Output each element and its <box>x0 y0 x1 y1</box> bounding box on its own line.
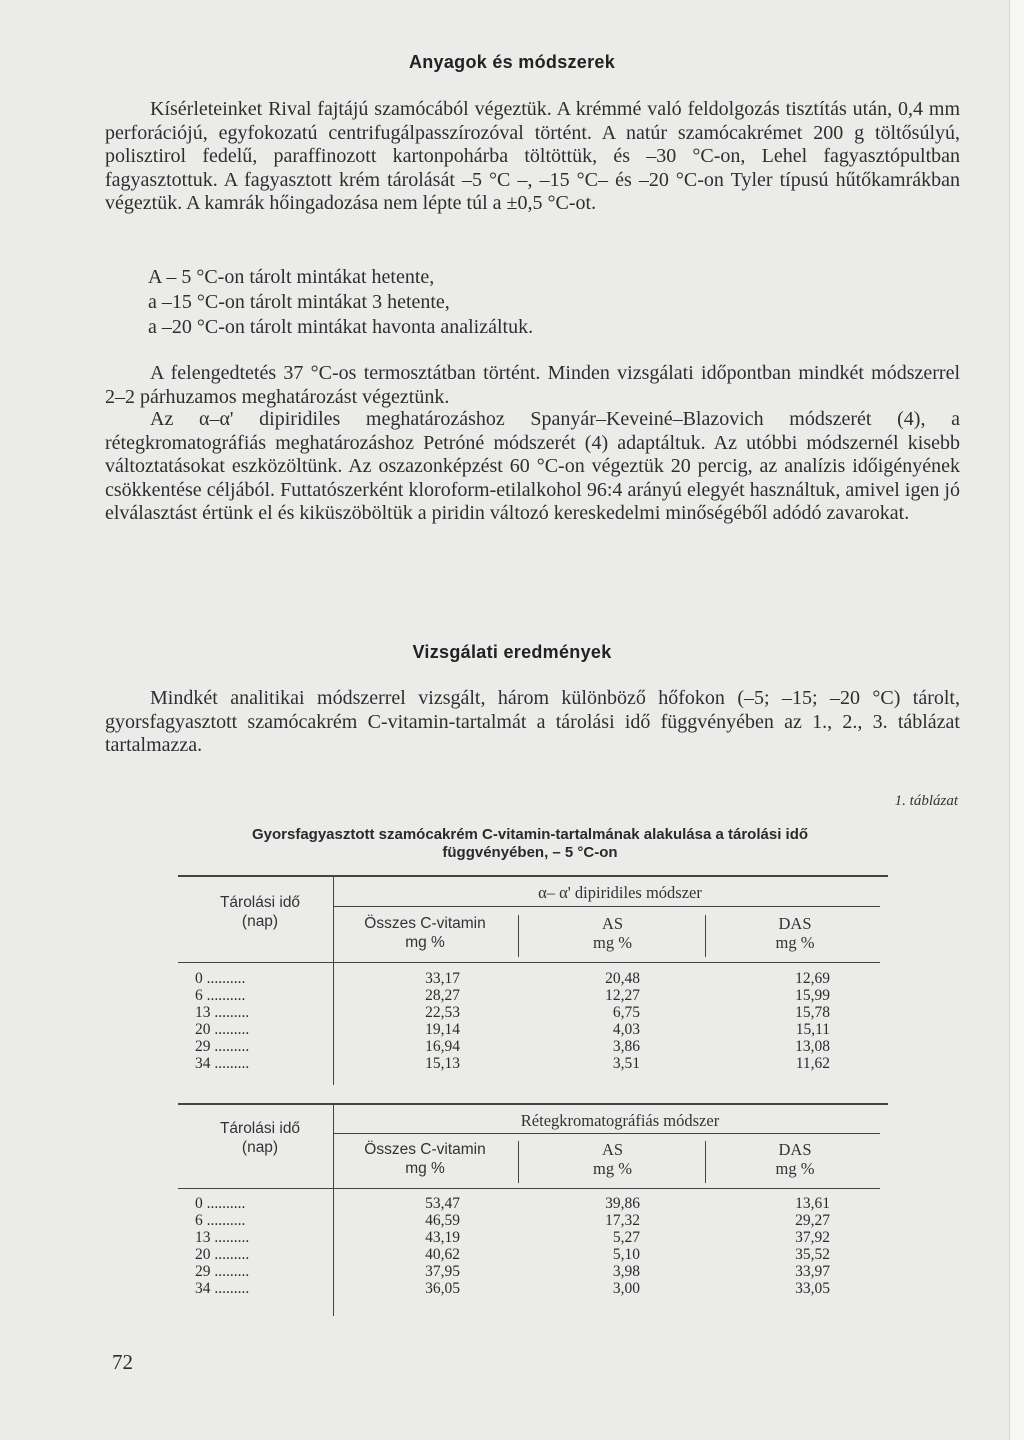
table-cell: 13 ......... <box>195 1229 250 1246</box>
table-cell: 3,00 <box>612 1280 640 1297</box>
table-cell: 16,94 <box>425 1038 460 1055</box>
table-title-line-2: függvényében, – 5 °C-on <box>442 844 618 861</box>
table-cell: 33,17 <box>425 970 460 987</box>
table-cell: 39,86 <box>605 1195 640 1212</box>
table-divider-left-1 <box>333 876 334 1085</box>
header-rule-2 <box>178 1188 880 1189</box>
col-divider-1a <box>518 915 519 957</box>
table-cell: 15,99 <box>795 987 830 1004</box>
storage-list-item-3: a –20 °C-on tárolt mintákat havonta analizáltuk. <box>148 316 534 338</box>
table-cell: 53,47 <box>425 1195 460 1212</box>
section-heading-methods: Anyagok és módszerek <box>408 52 616 72</box>
row-header-storage-days-2: Tárolási idő (nap) <box>219 1120 301 1156</box>
table-cell: 6,75 <box>612 1004 640 1021</box>
table-cell: 34 ......... <box>195 1280 250 1297</box>
col-header-das-1: DAS mg % <box>775 914 815 952</box>
table-cell: 15,13 <box>425 1055 460 1072</box>
table-cell: 11,62 <box>795 1055 830 1072</box>
table-cell: 0 .......... <box>195 1195 246 1212</box>
as-column-2 <box>580 1195 640 1297</box>
table-cell: 6 .......... <box>195 1212 246 1229</box>
method-underline-2 <box>334 1133 880 1134</box>
table-cell: 28,27 <box>425 987 460 1004</box>
page-edge <box>1009 0 1024 1440</box>
table-cell: 40,62 <box>425 1246 460 1263</box>
methods-paragraph-1: Kísérleteinket Rival fajtájú szamócából végeztük. A krémmé való feldolgozás tisztítás után, 0,4 mm perforációjú, egyfokozatú centrifugálpasszírozóval történt. A natúr szamócakrémet 200 g töltősúlyú, polisztirol fedelű, paraffinozott kartonpohárba töltöttük, és –30 °C-on, Lehel fagyasztópultban fagyasztottuk. A fagyasztott krém tárolását –5 °C –, –15 °C– és –20 °C-on Tyler típusú hűtőkamrákban végeztük. A kamrák hőingadozása nem lépte túl a ±0,5 °C-ot. <box>105 98 960 214</box>
table-cell: 33,05 <box>795 1280 830 1297</box>
total-vitamin-c-column-1 <box>400 970 460 1072</box>
days-column-1 <box>195 970 330 1072</box>
results-paragraph: Mindkét analitikai módszerrel vizsgált, három különböző hőfokon (–5; –15; –20 °C) tárolt, gyorsfagyasztott szamócakrém C-vitamin-tartalmát a tárolási idő függvényében az 1., 2., 3. táblázat tartalmazza. <box>105 687 960 756</box>
table-cell: 20 ......... <box>195 1246 250 1263</box>
table-cell: 3,51 <box>612 1055 640 1072</box>
table-cell: 36,05 <box>425 1280 460 1297</box>
das-column-1 <box>770 970 830 1072</box>
header-rule-1 <box>178 962 880 963</box>
table-cell: 15,78 <box>795 1004 830 1021</box>
table-label: 1. táblázat <box>894 793 958 809</box>
storage-list-item-1: A – 5 °C-on tárolt mintákat hetente, <box>148 266 435 288</box>
table-cell: 13 ......... <box>195 1004 250 1021</box>
table-cell: 37,92 <box>795 1229 830 1246</box>
table-cell: 29 ......... <box>195 1038 250 1055</box>
table-title-line-1: Gyorsfagyasztott szamócakrém C-vitamin-tartalmának alakulása a tárolási idő <box>251 826 809 843</box>
total-vitamin-c-column-2 <box>400 1195 460 1297</box>
table-cell: 33,97 <box>795 1263 830 1280</box>
as-column-1 <box>580 970 640 1072</box>
days-column-2 <box>195 1195 330 1297</box>
table-cell: 22,53 <box>425 1004 460 1021</box>
table-cell: 4,03 <box>612 1021 640 1038</box>
table-cell: 29,27 <box>795 1212 830 1229</box>
table-cell: 13,08 <box>795 1038 830 1055</box>
table-cell: 5,27 <box>612 1229 640 1246</box>
col-header-total-vitamin-c-1: Összes C-vitamin mg % <box>364 915 486 951</box>
col-header-as-2: AS mg % <box>593 1140 632 1178</box>
storage-list-item-2: a –15 °C-on tárolt mintákat 3 hetente, <box>148 291 450 313</box>
table-cell: 20,48 <box>605 970 640 987</box>
das-column-2 <box>770 1195 830 1297</box>
table-cell: 3,86 <box>612 1038 640 1055</box>
table-cell: 13,61 <box>795 1195 830 1212</box>
table-cell: 34 ......... <box>195 1055 250 1072</box>
section-heading-results: Vizsgálati eredmények <box>412 642 612 662</box>
page-number: 72 <box>112 1350 133 1374</box>
table-cell: 29 ......... <box>195 1263 250 1280</box>
table-cell: 35,52 <box>795 1246 830 1263</box>
table-divider-left-2 <box>333 1104 334 1316</box>
col-header-das-2: DAS mg % <box>775 1140 815 1178</box>
table-cell: 12,69 <box>795 970 830 987</box>
table-mid-rule <box>178 1103 888 1105</box>
table-cell: 43,19 <box>425 1229 460 1246</box>
table-cell: 12,27 <box>605 987 640 1004</box>
table-title <box>170 826 890 862</box>
table-cell: 37,95 <box>425 1263 460 1280</box>
method-underline-1 <box>334 906 880 907</box>
table-cell: 5,10 <box>612 1246 640 1263</box>
table-cell: 0 .......... <box>195 970 246 987</box>
table-cell: 3,98 <box>612 1263 640 1280</box>
method-header-dipyridyl: α– α' dipiridiles módszer <box>538 883 702 902</box>
row-header-storage-days-1: Tárolási idő (nap) <box>219 894 301 930</box>
methods-paragraph-2: A felengedtetés 37 °C-os termosztátban történt. Minden vizsgálati időpontban mindkét módszerrel 2–2 párhuzamos meghatározást végeztünk. <box>105 362 960 408</box>
table-cell: 46,59 <box>425 1212 460 1229</box>
method-header-tlc: Rétegkromatográfiás módszer <box>520 1111 720 1130</box>
table-cell: 20 ......... <box>195 1021 250 1038</box>
col-divider-2a <box>518 1141 519 1183</box>
table-top-rule <box>178 875 888 877</box>
table-cell: 17,32 <box>605 1212 640 1229</box>
table-cell: 19,14 <box>425 1021 460 1038</box>
col-header-as-1: AS mg % <box>593 914 632 952</box>
table-cell: 6 .......... <box>195 987 246 1004</box>
methods-paragraph-3: Az α–α' dipiridiles meghatározáshoz Spanyár–Keveiné–Blazovich módszerét (4), a rétegkromatográfiás meghatározáshoz Petróné módszerét (4) adaptáltuk. Az utóbbi módszernél kisebb változtatásokat eszközöltünk. Az oszazonképzést 60 °C-on végeztük 20 percig, az analízis időigényének csökkentése céljából. Futtatószerként kloroform-etilalkohol 96:4 arányú elegyét használtuk, amivel igen jó elválasztást értünk el és kiküszöböltük a piridin változó kereskedelmi minőségéből adódó zavarokat. <box>105 408 960 524</box>
col-header-total-vitamin-c-2: Összes C-vitamin mg % <box>364 1141 486 1177</box>
col-divider-2b <box>705 1141 706 1183</box>
table-cell: 15,11 <box>795 1021 830 1038</box>
col-divider-1b <box>705 915 706 957</box>
